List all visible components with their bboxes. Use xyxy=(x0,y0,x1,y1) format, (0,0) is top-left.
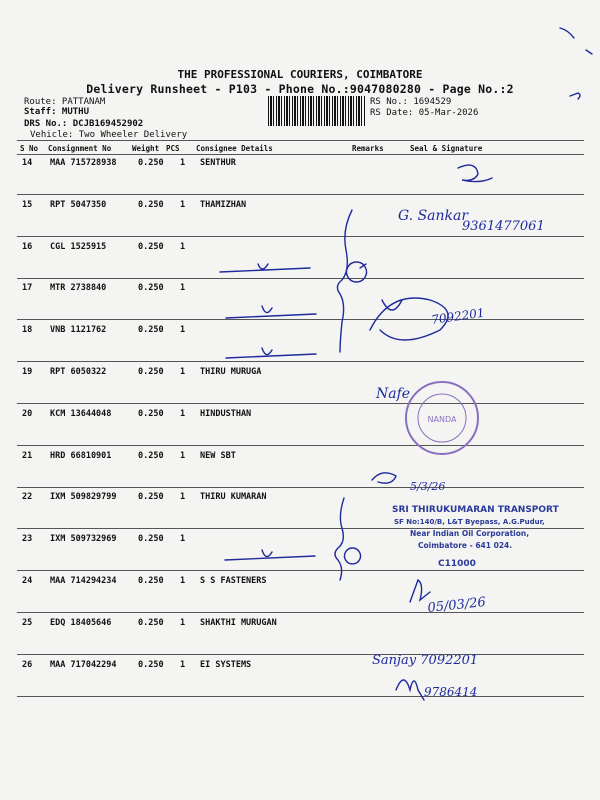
company-title: THE PROFESSIONAL COURIERS, COIMBATORE xyxy=(177,68,423,81)
row-sno: 20 xyxy=(22,408,33,419)
sig-15-phone: 9361477061 xyxy=(462,219,545,234)
row-consignee: SHAKTHI MURUGAN xyxy=(200,617,277,628)
bracket-mark xyxy=(335,498,344,580)
row-consignee: EI SYSTEMS xyxy=(200,659,252,670)
row-weight: 0.250 xyxy=(138,617,164,628)
corner-mark-icon xyxy=(586,50,592,54)
row-pcs: 1 xyxy=(180,325,186,336)
dash-mark-23 xyxy=(225,550,315,560)
row-consignee: THIRU MURUGA xyxy=(200,367,262,377)
signature-row-14 xyxy=(458,165,492,182)
stamp-line-1: SRI THIRUKUMARAN TRANSPORT xyxy=(392,505,559,515)
corner-mark-icon xyxy=(560,28,574,38)
row-pcs: 1 xyxy=(180,576,186,586)
row-pcs: 1 xyxy=(180,534,186,545)
row-weight: 0.250 xyxy=(138,659,164,670)
row-consignment: EDQ 18405646 xyxy=(50,617,112,628)
dash-mark-17 xyxy=(220,264,310,272)
rs-date: RS Date: 05-Mar-2026 xyxy=(370,108,479,118)
row-weight: 0.250 xyxy=(138,367,164,377)
row-consignment: MTR 2738840 xyxy=(50,283,107,294)
row-consignment: IXM 509732969 xyxy=(50,534,117,545)
row-consignee: NEW SBT xyxy=(200,450,236,461)
row-consignment: HRD 66810901 xyxy=(50,450,112,461)
vehicle-label: Vehicle: Two Wheeler Delivery xyxy=(30,130,188,140)
sig-15-name: G. Sankar xyxy=(398,208,469,224)
row-weight: 0.250 xyxy=(138,492,164,503)
row-consignment: RPT 5047350 xyxy=(50,199,107,210)
bracket-mark xyxy=(337,210,352,352)
signature-row-26 xyxy=(396,680,424,700)
transport-stamp xyxy=(392,505,560,569)
sig-19: Nafe xyxy=(376,386,411,402)
row-pcs: 1 xyxy=(180,408,186,419)
row-weight: 0.250 xyxy=(138,158,164,168)
row-sno: 21 xyxy=(22,450,33,461)
sig-26-number: 9786414 xyxy=(424,685,478,699)
row-consignee: THAMIZHAN xyxy=(200,199,247,210)
stamp-line-3: Near Indian Oil Corporation, xyxy=(410,529,530,538)
row-sno: 16 xyxy=(22,241,33,252)
stamp-line-4: Coimbatore - 641 024. xyxy=(418,541,513,550)
row-weight: 0.250 xyxy=(138,408,164,419)
row-consignee: SENTHUR xyxy=(200,158,236,168)
col-pcs: PCS xyxy=(166,144,180,153)
row-sno: 15 xyxy=(22,199,33,210)
row-pcs: 1 xyxy=(180,158,186,168)
row-sno: 24 xyxy=(22,576,33,586)
col-consignment: Consignment No xyxy=(48,144,112,153)
row-sno: 26 xyxy=(22,659,33,670)
sig-17-phone: 7092201 xyxy=(430,305,486,327)
row-sno: 22 xyxy=(22,492,33,503)
round-stamp-text: NANDA xyxy=(427,415,457,424)
round-stamp xyxy=(406,382,478,454)
row-sno: 25 xyxy=(22,617,33,628)
circle-mark xyxy=(345,548,361,564)
row-sno: 14 xyxy=(22,158,33,168)
row-consignee: THIRU KUMARAN xyxy=(200,492,267,503)
row-consignment: CGL 1525915 xyxy=(50,241,107,252)
row-weight: 0.250 xyxy=(138,450,164,461)
sig-21-date: 5/3/26 xyxy=(410,480,446,493)
row-sno: 17 xyxy=(22,283,33,294)
row-consignee: HINDUSTHAN xyxy=(200,408,252,419)
signature-row-21 xyxy=(372,473,396,483)
staff-label: Staff: MUTHU xyxy=(24,107,90,117)
drs-number: DRS No.: DCJB169452902 xyxy=(24,119,144,129)
stamp-line-2: SF No:140/B, L&T Byepass, A.G.Pudur, xyxy=(394,518,545,526)
row-weight: 0.250 xyxy=(138,241,164,252)
signature-row-24 xyxy=(410,580,430,602)
sig-24-date: 05/03/26 xyxy=(426,594,487,616)
row-pcs: 1 xyxy=(180,367,186,377)
dash-mark-18 xyxy=(226,306,316,318)
dash-mark-19 xyxy=(226,348,316,358)
stamp-overwrite: C11000 xyxy=(438,559,476,569)
corner-mark-icon xyxy=(570,93,580,99)
rs-number: RS No.: 1694529 xyxy=(370,97,452,107)
row-pcs: 1 xyxy=(180,241,186,252)
col-weight: Weight xyxy=(132,144,160,153)
row-sno: 19 xyxy=(22,367,33,377)
row-consignment: MAA 717042294 xyxy=(50,659,117,670)
circle-mark xyxy=(347,262,367,282)
row-weight: 0.250 xyxy=(138,576,164,586)
col-sno: S No xyxy=(20,144,39,153)
row-pcs: 1 xyxy=(180,617,186,628)
row-pcs: 1 xyxy=(180,659,186,670)
col-seal-signature: Seal & Signature xyxy=(410,144,483,153)
row-consignment: IXM 509829799 xyxy=(50,492,117,503)
row-consignment: VNB 1121762 xyxy=(50,325,107,336)
row-consignee: S S FASTENERS xyxy=(200,576,267,586)
row-weight: 0.250 xyxy=(138,199,164,210)
row-weight: 0.250 xyxy=(138,534,164,545)
runsheet-title: Delivery Runsheet - P103 - Phone No.:9047080280 - Page No.:2 xyxy=(86,82,514,96)
row-pcs: 1 xyxy=(180,199,186,210)
row-sno: 23 xyxy=(22,534,33,545)
row-pcs: 1 xyxy=(180,283,186,294)
sig-25: Sanjay 7092201 xyxy=(372,653,479,668)
col-consignee: Consignee Details xyxy=(196,144,273,153)
row-pcs: 1 xyxy=(180,492,186,503)
row-pcs: 1 xyxy=(180,450,186,461)
row-sno: 18 xyxy=(22,325,33,336)
col-remarks: Remarks xyxy=(352,144,384,153)
route-label: Route: PATTANAM xyxy=(24,97,106,107)
row-consignment: MAA 715728938 xyxy=(50,158,117,168)
row-consignment: RPT 6050322 xyxy=(50,367,107,377)
row-weight: 0.250 xyxy=(138,325,164,336)
row-weight: 0.250 xyxy=(138,283,164,294)
row-consignment: KCM 13644048 xyxy=(50,408,112,419)
row-consignment: MAA 714294234 xyxy=(50,576,117,586)
